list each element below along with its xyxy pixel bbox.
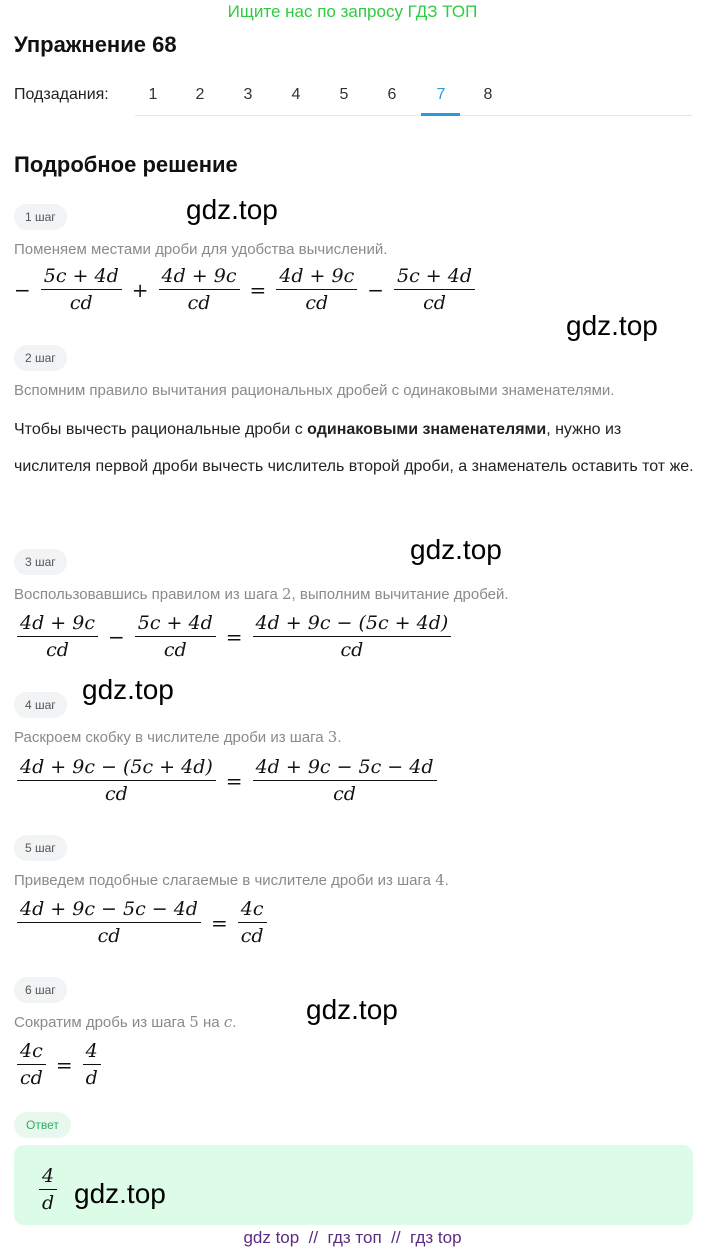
equals-sign: = bbox=[210, 910, 228, 935]
subtask-tab-8[interactable]: 8 bbox=[483, 86, 493, 103]
text: . bbox=[444, 872, 449, 889]
minus-sign: − bbox=[367, 277, 385, 302]
step-1-text: Поменяем местами дроби для удобства вычислений. bbox=[14, 241, 388, 258]
fraction bbox=[39, 1165, 57, 1214]
subtask-tab-4[interactable]: 4 bbox=[291, 86, 301, 103]
numerator: 4d + 9c − (5c + 4d) bbox=[17, 756, 216, 781]
denominator: cd bbox=[104, 783, 128, 805]
step-ref: 2 bbox=[281, 585, 292, 603]
plus-sign: + bbox=[131, 277, 149, 302]
fraction bbox=[41, 265, 122, 314]
text: . bbox=[337, 729, 342, 746]
denominator: cd bbox=[187, 292, 211, 314]
rule-bold: одинаковыми знаменателями bbox=[307, 421, 547, 438]
denominator: cd bbox=[240, 925, 264, 947]
numerator: 4d + 9c − 5c − 4d bbox=[253, 756, 437, 781]
step-4-badge: 4 шаг bbox=[14, 692, 67, 718]
subtask-tab-1[interactable]: 1 bbox=[148, 86, 158, 103]
watermark: gdz.top bbox=[186, 194, 278, 225]
fraction bbox=[253, 756, 437, 805]
watermark: gdz.top bbox=[306, 994, 398, 1025]
text: Воспользовавшись правилом из шага bbox=[14, 586, 282, 603]
answer-badge: Ответ bbox=[14, 1112, 71, 1138]
numerator: 5c + 4d bbox=[135, 612, 216, 637]
numerator: 5c + 4d bbox=[41, 265, 122, 290]
equals-sign: = bbox=[225, 624, 243, 649]
step-5-badge: 5 шаг bbox=[14, 835, 67, 861]
numerator: 4 bbox=[83, 1040, 101, 1065]
fraction bbox=[276, 265, 357, 314]
denominator: cd bbox=[69, 292, 93, 314]
fraction bbox=[17, 1040, 46, 1089]
step-6-formula bbox=[14, 1040, 104, 1089]
rule-part-1: Чтобы вычесть рациональные дроби с bbox=[14, 421, 308, 438]
numerator: 4d + 9c bbox=[159, 265, 240, 290]
step-ref: 5 bbox=[189, 1013, 199, 1031]
step-5-formula bbox=[14, 898, 270, 947]
rule-text bbox=[14, 411, 694, 485]
step-4-text bbox=[14, 728, 342, 746]
step-3-formula bbox=[14, 612, 454, 661]
minus-sign: − bbox=[14, 277, 31, 302]
denominator: cd bbox=[46, 639, 69, 661]
numerator: 4d + 9c bbox=[276, 265, 357, 290]
subtasks-divider bbox=[135, 115, 692, 116]
fraction bbox=[253, 612, 452, 661]
text: Сократим дробь из шага bbox=[14, 1014, 190, 1031]
step-3-badge: 3 шаг bbox=[14, 549, 67, 575]
denominator: d bbox=[85, 1067, 98, 1089]
denominator: d bbox=[42, 1192, 55, 1214]
variable: c bbox=[223, 1013, 233, 1031]
page-title: Упражнение 68 bbox=[14, 32, 177, 57]
equals-sign: = bbox=[225, 768, 243, 793]
denominator: cd bbox=[423, 292, 446, 314]
rule-part-2: , нужно из числителя первой дроби вычесть числитель второй дроби, а знаменатель оставить тот же. bbox=[14, 421, 694, 475]
minus-sign: − bbox=[107, 624, 125, 649]
subtask-tab-3[interactable]: 3 bbox=[243, 86, 253, 103]
footer-links[interactable]: gdz top // гдз топ // гдз top bbox=[243, 1228, 462, 1247]
watermark: gdz.top bbox=[566, 310, 658, 341]
step-6-badge: 6 шаг bbox=[14, 977, 67, 1003]
fraction bbox=[394, 265, 475, 314]
step-5-text bbox=[14, 871, 449, 889]
numerator: 4d + 9c bbox=[17, 612, 98, 637]
subtask-tab-6[interactable]: 6 bbox=[387, 86, 397, 103]
subtasks-label: Подзадания: bbox=[14, 86, 109, 103]
step-1-badge: 1 шаг bbox=[14, 204, 67, 230]
denominator: cd bbox=[340, 639, 364, 661]
answer-formula bbox=[36, 1165, 60, 1214]
watermark: gdz.top bbox=[74, 1178, 166, 1209]
numerator: 4c bbox=[238, 898, 267, 923]
numerator: 4d + 9c − 5c − 4d bbox=[17, 898, 201, 923]
step-2-badge: 2 шаг bbox=[14, 345, 67, 371]
text: . bbox=[232, 1014, 237, 1031]
numerator: 4 bbox=[39, 1165, 57, 1190]
promo-banner: Ищите нас по запросу ГДЗ ТОП bbox=[227, 2, 478, 21]
numerator: 5c + 4d bbox=[394, 265, 475, 290]
step-4-formula bbox=[14, 756, 440, 805]
section-title: Подробное решение bbox=[14, 152, 238, 177]
fraction bbox=[17, 898, 201, 947]
text: , выполним вычитание дробей. bbox=[291, 586, 509, 603]
equals-sign: = bbox=[55, 1052, 73, 1077]
step-ref: 4 bbox=[435, 871, 445, 889]
numerator: 4d + 9c − (5c + 4d) bbox=[253, 612, 452, 637]
step-ref: 3 bbox=[327, 728, 338, 746]
fraction bbox=[83, 1040, 101, 1089]
subtask-tab-7[interactable]: 7 bbox=[436, 86, 446, 103]
watermark: gdz.top bbox=[82, 674, 174, 705]
active-tab-indicator bbox=[421, 113, 460, 116]
fraction bbox=[159, 265, 240, 314]
step-2-text: Вспомним правило вычитания рациональных дробей с одинаковыми знаменателями. bbox=[14, 382, 615, 399]
subtask-tab-2[interactable]: 2 bbox=[195, 86, 205, 103]
numerator: 4c bbox=[17, 1040, 46, 1065]
fraction bbox=[17, 612, 98, 661]
fraction bbox=[238, 898, 267, 947]
text: на bbox=[198, 1014, 224, 1031]
subtask-tab-5[interactable]: 5 bbox=[339, 86, 349, 103]
text: Приведем подобные слагаемые в числителе дроби из шага bbox=[14, 872, 436, 889]
denominator: cd bbox=[97, 925, 121, 947]
watermark: gdz.top bbox=[410, 534, 502, 565]
fraction bbox=[17, 756, 216, 805]
step-1-formula bbox=[14, 265, 478, 314]
fraction bbox=[135, 612, 216, 661]
step-3-text bbox=[14, 585, 509, 603]
text: Раскроем скобку в числителе дроби из шага bbox=[14, 729, 328, 746]
denominator: cd bbox=[163, 639, 187, 661]
denominator: cd bbox=[305, 292, 329, 314]
denominator: cd bbox=[20, 1067, 43, 1089]
denominator: cd bbox=[333, 783, 356, 805]
step-6-text bbox=[14, 1013, 236, 1031]
equals-sign: = bbox=[249, 277, 267, 302]
